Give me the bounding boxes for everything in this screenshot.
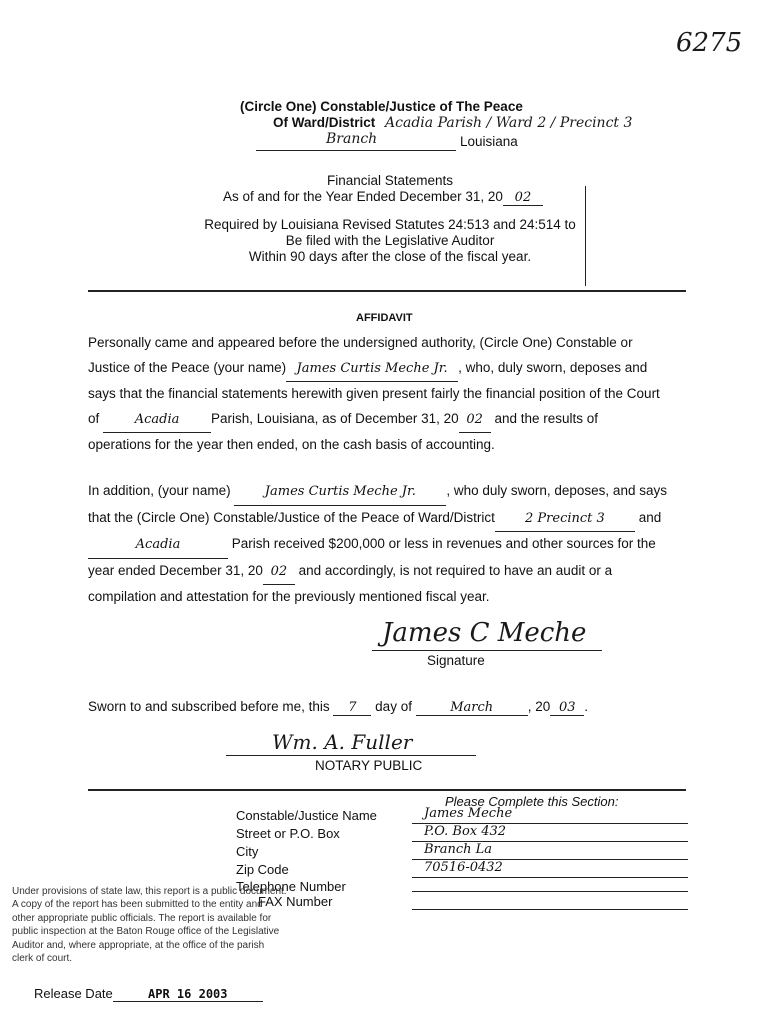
statement-req2: Be filed with the Legislative Auditor [285, 233, 495, 248]
form-heading: Please Complete this Section: [445, 794, 619, 809]
sworn-day-handwriting: 7 [348, 700, 357, 715]
notary-label: NOTARY PUBLIC [315, 758, 423, 773]
form-label-zip: Zip Code [236, 862, 289, 877]
p2-name-handwriting: James Curtis Meche Jr. [264, 484, 416, 499]
p1-year-fill [459, 407, 491, 434]
p2-text-b: , who duly sworn, deposes, and says [446, 483, 667, 498]
p2-parish-fill [88, 532, 228, 559]
p2-text-e: Parish received $200,000 or less in revenues and other sources for the [231, 536, 656, 551]
bottom-divider [88, 789, 686, 791]
p1-text-a: Personally came and appeared before the undersigned authority, (Circle One) Constable or [88, 335, 633, 350]
p2-line-a [88, 479, 688, 506]
affidavit-paragraph-2 [88, 479, 688, 610]
p1-parish-handwriting: Acadia [134, 411, 180, 427]
p2-text-h: compilation and attestation for the previously mentioned fiscal year. [88, 589, 490, 604]
sworn-day-fill [333, 699, 371, 716]
affidavit-paragraph-1 [88, 331, 688, 458]
p2-ward-fill [495, 506, 635, 533]
sworn-text-d: . [584, 699, 589, 714]
header-line3-handwriting: Branch [326, 131, 378, 147]
p1-text-c: , who, duly sworn, deposes and [458, 359, 648, 375]
p1-line-e [88, 407, 688, 434]
statement-year-fill [503, 189, 543, 206]
p2-name-fill [234, 479, 446, 506]
p1-text-d: says that the financial statements herewith given present fairly the financial position of the Court [88, 386, 660, 401]
p1-text-h: operations for the year then ended, on the cash basis of accounting. [88, 437, 495, 452]
p2-parish-handwriting: Acadia [135, 537, 181, 552]
form-value-fax [412, 892, 688, 910]
statement-year-handwriting: 02 [514, 190, 532, 205]
p1-line-b [88, 356, 688, 383]
form-label-city: City [236, 844, 259, 859]
form-value-zip: 70516-0432 [412, 860, 688, 878]
header-line1: (Circle One) Constable/Justice of The Peace [240, 99, 523, 114]
p1-line-h [88, 433, 688, 458]
p1-name-fill [286, 356, 458, 383]
p1-name-handwriting: James Curtis Meche Jr. [296, 360, 448, 376]
p2-text-d: and [638, 509, 662, 525]
p2-text-a: In addition, (your name) [88, 483, 231, 498]
form-value-street: P.O. Box 432 [412, 824, 688, 842]
sworn-month-fill [416, 699, 528, 716]
release-date-label: Release Date [34, 986, 113, 1001]
header-line2 [273, 115, 632, 131]
release-date-row [34, 986, 263, 1002]
p2-line-f [88, 559, 688, 586]
p2-line-h [88, 585, 688, 610]
header-line2-label: Of Ward/District [273, 115, 376, 130]
notary-signature-handwriting: Wm. A. Fuller [272, 730, 413, 754]
sworn-year-fill [550, 699, 584, 716]
p1-line-d [88, 382, 688, 407]
p2-text-c: that the (Circle One) Constable/Justice of the Peace of Ward/District [88, 509, 495, 525]
p1-line-a [88, 331, 688, 356]
release-date-fill [113, 986, 263, 1002]
p2-line-c [88, 506, 688, 533]
p2-year-fill [263, 559, 295, 586]
p2-ward-handwriting: 2 Precinct 3 [525, 510, 605, 526]
statement-req3: Within 90 days after the close of the fiscal year. [248, 249, 532, 264]
sworn-month-handwriting: March [450, 700, 494, 715]
form-label-telephone: Telephone Number [236, 879, 346, 894]
signature-label: Signature [427, 653, 485, 668]
header-line3-blank [256, 133, 456, 151]
top-divider [88, 290, 686, 292]
sworn-line [88, 699, 588, 716]
statement-title: Financial Statements [326, 173, 454, 188]
form-value-name: James Meche [412, 806, 688, 824]
release-date-stamp: APR 16 2003 [148, 987, 228, 1001]
statement-year-line [223, 189, 543, 206]
form-label-fax: FAX Number [258, 894, 333, 909]
p1-parish-fill [103, 407, 211, 434]
p2-text-f: year ended December 31, 20 [88, 562, 263, 578]
header-line3-label: Louisiana [460, 134, 518, 149]
p2-year-handwriting: 02 [270, 563, 288, 579]
footnote: Under provisions of state law, this report is a public document. A copy of the report has been submitted to the entity and other appropriate public officials. The report is available for public inspection at the Baton Rouge office of the Legislative Auditor and, where appropriate, at the office of the parish clerk of court. [12, 886, 287, 965]
header-line2-handwriting: Acadia Parish / Ward 2 / Precinct 3 [385, 115, 633, 131]
p1-text-e: of [88, 410, 100, 426]
sworn-text-c: , 20 [527, 699, 551, 714]
signature-line [372, 650, 602, 651]
affidavit-title: AFFIDAVIT [356, 312, 413, 324]
form-value-telephone [412, 874, 688, 892]
p1-text-b: Justice of the Peace (your name) [88, 359, 287, 375]
form-value-city: Branch La [412, 842, 688, 860]
sworn-text-a: Sworn to and subscribed before me, this [88, 699, 330, 714]
p2-line-e [88, 532, 688, 559]
form-label-street: Street or P.O. Box [236, 826, 340, 841]
statement-year-text: As of and for the Year Ended December 31, 20 [223, 189, 503, 204]
sworn-year-handwriting: 03 [558, 700, 576, 715]
form-label-name: Constable/Justice Name [236, 808, 377, 823]
p1-text-g: and the results of [494, 410, 599, 426]
corner-number: 6275 [676, 28, 743, 58]
p1-text-f: Parish, Louisiana, as of December 31, 20 [211, 410, 459, 426]
statement-req1: Required by Louisiana Revised Statutes 24:513 and 24:514 to [204, 217, 576, 232]
sworn-text-b: day of [375, 699, 412, 714]
signature-handwriting: James C Meche [382, 618, 587, 648]
statement-side-rule [585, 186, 586, 286]
notary-line [226, 755, 476, 756]
p2-text-g: and accordingly, is not required to have an audit or a [298, 562, 613, 578]
p1-year-handwriting: 02 [466, 411, 483, 427]
